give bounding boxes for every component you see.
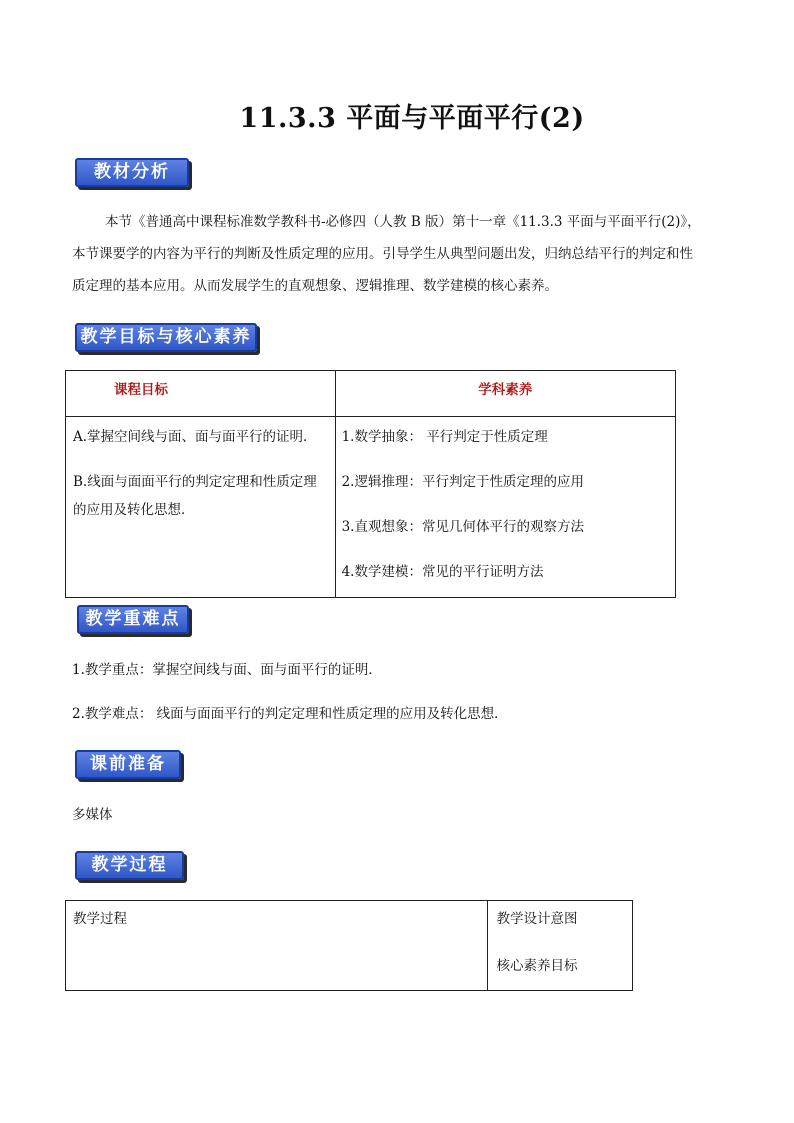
- section-badge-key-points: 教学重难点: [77, 605, 189, 634]
- preparation-text: 多媒体: [72, 807, 113, 823]
- section-badge-objectives: 教学目标与核心素养: [75, 323, 257, 352]
- section-badge-preparation: 课前准备: [75, 750, 181, 779]
- teaching-difficulty: 2.教学难点： 线面与面面平行的判定定理和性质定理的应用及转化思想．: [72, 706, 508, 722]
- section-badge-analysis: 教材分析: [75, 158, 189, 187]
- course-goals-cell: [66, 417, 336, 598]
- competency-item-3: 3.直观想象：常见几何体平行的观察方法: [341, 519, 584, 535]
- course-goal-b-line2: 的应用及转化思想．: [73, 502, 195, 518]
- section-badge-process: 教学过程: [75, 851, 184, 880]
- course-goal-a: A.掌握空间线与面、面与面平行的证明．: [73, 429, 317, 445]
- course-goals-heading: 课程目标: [114, 382, 168, 398]
- competencies-cell: [335, 417, 675, 598]
- objectives-table: [65, 370, 676, 598]
- competency-item-4: 4.数学建模：常见的平行证明方法: [341, 564, 544, 580]
- design-intent-label: 教学设计意图: [496, 911, 578, 927]
- process-right-cell: [488, 901, 633, 991]
- teaching-focus: 1.教学重点：掌握空间线与面、面与面平行的证明．: [72, 662, 382, 678]
- core-competency-label: 核心素养目标: [496, 958, 578, 974]
- analysis-line-3: 质定理的基本应用。从而发展学生的直观想象、逻辑推理、数学建模的核心素养。: [72, 278, 558, 294]
- competencies-heading: 学科素养: [478, 382, 533, 398]
- process-heading: 教学过程: [73, 911, 127, 927]
- course-goal-b-line1: B.线面与面面平行的判定定理和性质定理: [73, 474, 317, 490]
- competency-item-2: 2.逻辑推理：平行判定于性质定理的应用: [341, 474, 584, 490]
- analysis-line-2: 本节课要学的内容为平行的判断及性质定理的应用。引导学生从典型问题出发，归纳总结平行的判定和性: [72, 246, 693, 262]
- page-title: 11.3.3 平面与平面平行(2): [239, 103, 585, 134]
- objectives-header-course-goals: [66, 371, 336, 417]
- analysis-line-1: 本节《普通高中课程标准数学教科书-必修四（人教 B 版）第十一章《11.3.3 平面与平面平行(2)》，: [105, 214, 701, 230]
- process-table: [65, 900, 633, 991]
- process-left-cell: [66, 901, 488, 991]
- objectives-header-competencies: [335, 371, 675, 417]
- competency-item-1: 1.数学抽象： 平行判定于性质定理: [341, 429, 548, 445]
